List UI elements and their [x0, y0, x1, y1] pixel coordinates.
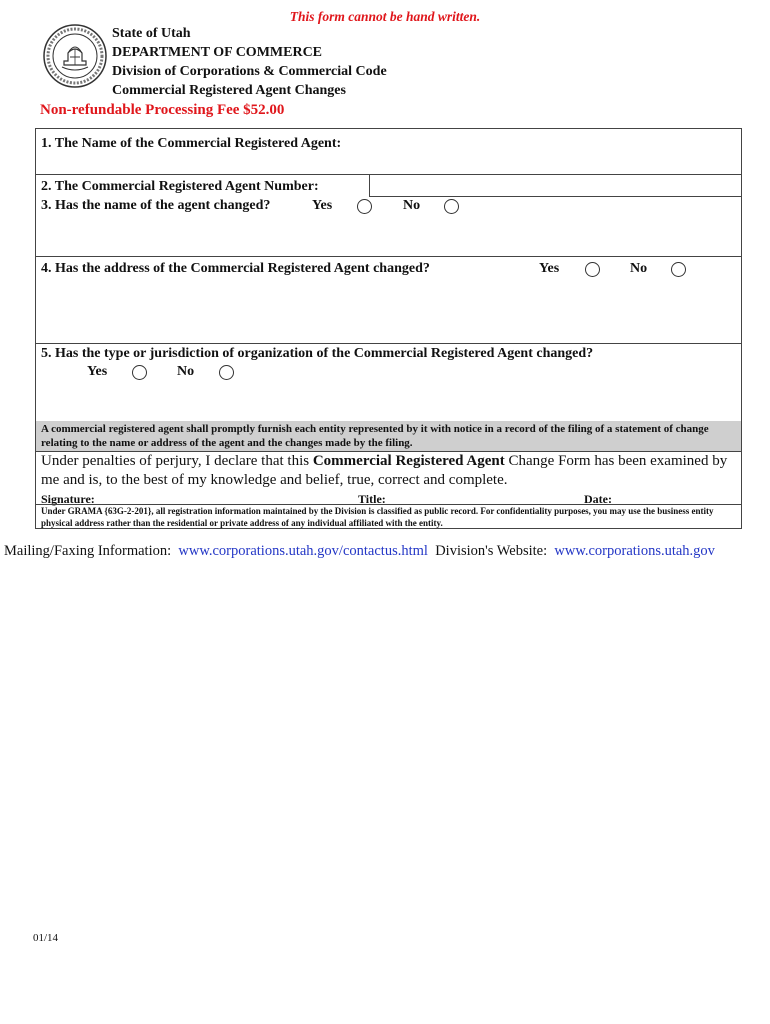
handwritten-warning: This form cannot be hand written. — [289, 9, 481, 24]
question-1-label: 1. The Name of the Commercial Registered Agent: — [41, 136, 342, 151]
q4-yes-radio[interactable] — [585, 262, 600, 277]
contact-link[interactable]: www.corporations.utah.gov/contactus.html — [178, 543, 428, 559]
agent-notice-box: A commercial registered agent shall promptly furnish each entity represented by it with notice in a record of the filing of a statement of change relating to the name or address of the agent and the changes made by the filing. — [36, 421, 741, 451]
state-seal-icon — [42, 23, 108, 89]
question-2-label: 2. The Commercial Registered Agent Number: — [41, 179, 319, 194]
grama-notice: Under GRAMA {63G-2-201}, all registration information maintained by the Division is classified as public record. For confidentiality purposes, you may use the business entity physical address rather than the residential or private address of any individual affiliated with the entity. — [41, 506, 714, 528]
question-3-label: 3. Has the name of the agent changed? — [41, 198, 271, 213]
q4-no-radio[interactable] — [671, 262, 686, 277]
form-header — [112, 24, 387, 100]
website-link[interactable]: www.corporations.utah.gov — [554, 543, 715, 559]
mailing-label: Mailing/Faxing Information: — [4, 543, 172, 559]
q5-no-label: No — [177, 364, 195, 379]
website-label: Division's Website: — [435, 543, 548, 559]
signature-label: Signature: — [41, 492, 95, 506]
header-state: State of Utah — [112, 26, 191, 41]
form-box — [35, 128, 742, 529]
q3-yes-label: Yes — [312, 198, 333, 213]
question-5-label: 5. Has the type or jurisdiction of organization of the Commercial Registered Agent changed? — [41, 346, 594, 361]
q4-no-label: No — [630, 261, 648, 276]
q3-yes-radio[interactable] — [357, 199, 372, 214]
q4-yes-label: Yes — [539, 261, 560, 276]
date-label: Date: — [584, 492, 612, 506]
q5-no-radio[interactable] — [219, 365, 234, 380]
header-division: Division of Corporations & Commercial Code — [112, 64, 387, 79]
question-4-label: 4. Has the address of the Commercial Registered Agent changed? — [41, 261, 430, 276]
title-label: Title: — [358, 492, 386, 506]
declaration-text-end: Change Form has been examined by me and is, to the best of my knowledge and belief, true, correct and complete. — [41, 453, 728, 488]
processing-fee: Non-refundable Processing Fee $52.00 — [40, 102, 285, 118]
q5-yes-label: Yes — [87, 364, 108, 379]
declaration-text-start: Under penalties of perjury, I declare that this — [41, 453, 313, 469]
q3-no-radio[interactable] — [444, 199, 459, 214]
contact-info — [4, 543, 715, 560]
q3-no-label: No — [403, 198, 421, 213]
header-department: DEPARTMENT OF COMMERCE — [112, 45, 323, 60]
q5-yes-radio[interactable] — [132, 365, 147, 380]
revision-date: 01/14 — [33, 932, 59, 944]
header-form-title: Commercial Registered Agent Changes — [112, 83, 346, 98]
declaration-text-bold: Commercial Registered Agent — [312, 453, 505, 469]
perjury-declaration — [41, 452, 731, 490]
